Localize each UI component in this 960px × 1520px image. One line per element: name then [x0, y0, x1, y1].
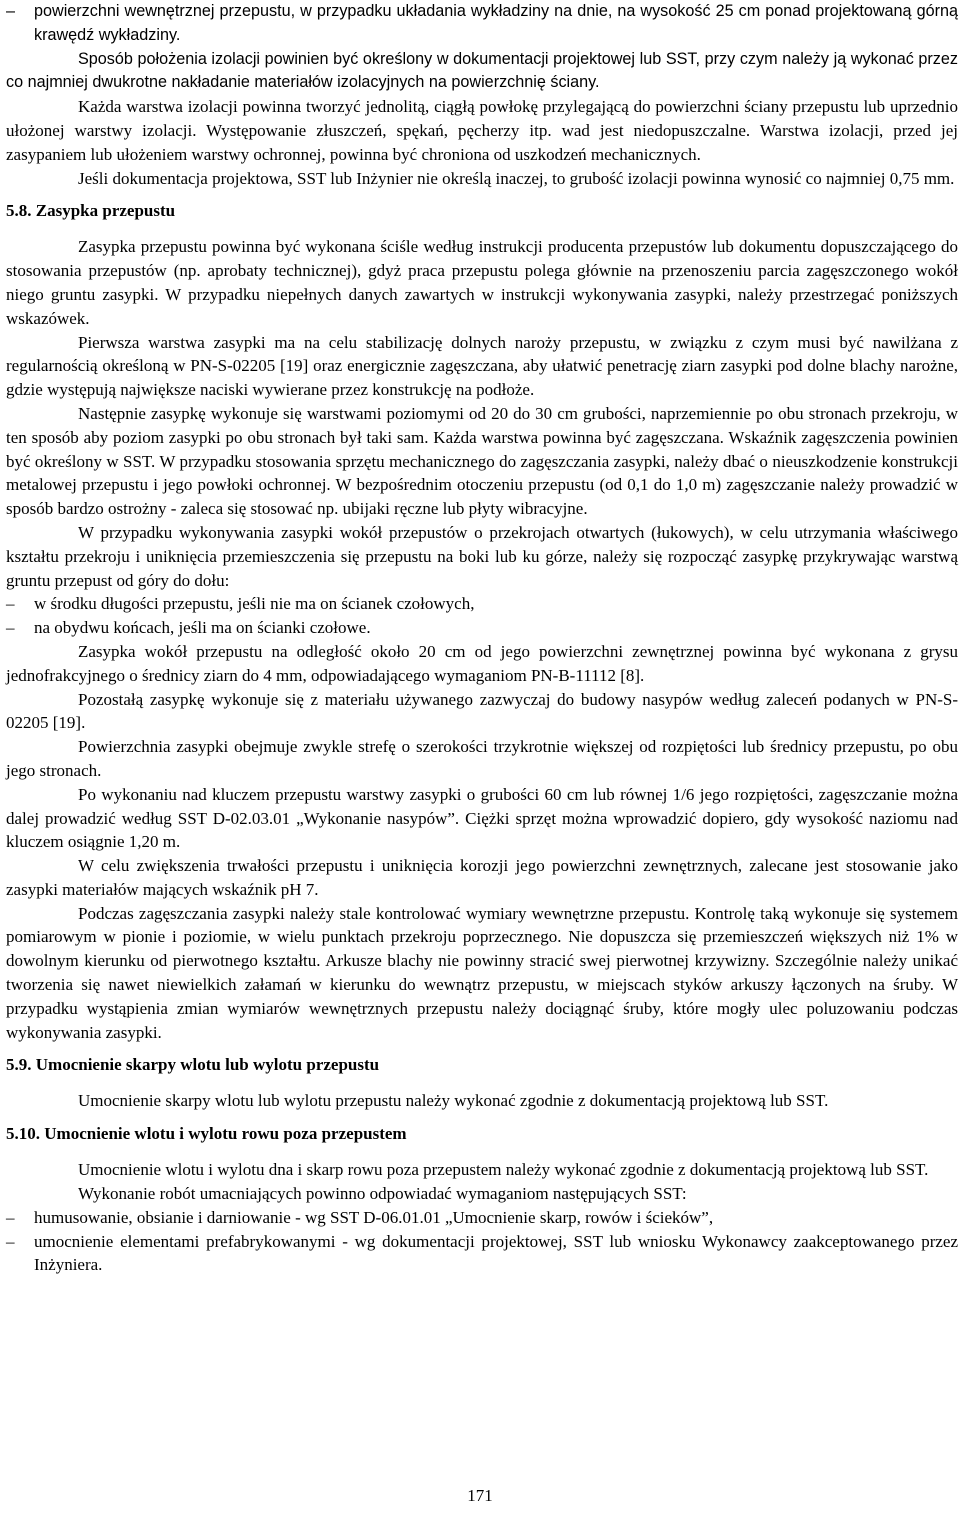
- dash-marker: –: [6, 618, 15, 638]
- paragraph-pierwsza: Pierwsza warstwa zasypki ma na celu stabilizację dolnych naroży przepustu, w związku z czym musi być nawilżana z regularnością określoną w PN-S-02205 [19] oraz energicznie zagęszczana, aby ułatwić penetrację ziarn zasypki pod dolne blachy narożne, gdzie występują największe naciski wywierane przez konstrukcję na podłoże.: [6, 332, 958, 400]
- paragraph-wykonanie: Wykonanie robót umacniających powinno odpowiadać wymaganiom następujących SST:: [78, 1184, 687, 1204]
- paragraph-podczas: Podczas zagęszczania zasypki należy stale kontrolować wymiary wewnętrzne przepustu. Kontrolę taką wykonuje się systemem pomiarowym w pionie i poziomie, w wielu punktach przekroju poprzecznego. Nie dopuszcza się przemieszczeń większych niż 1% w dowolnym kierunku od pierwotnego kształtu. Arkusze blachy nie powinny stracić swej pierwotnej krzywizny. Szczególnie należy unikać tworzenia się nawet niewielkich załamań w kierunku do wewnątrz przepustu, w miejscach styków arkuszy łączonych na śruby. W przypadku wystąpienia zmian wymiarów wewnętrznych przepustu należy dociągnąć śruby, które mogły ulec poluzowaniu podczas wykonywania zasypki.: [6, 903, 958, 1042]
- section-heading-5-10: 5.10. Umocnienie wlotu i wylotu rowu poza przepustem: [6, 1124, 407, 1144]
- paragraph-po-wykonaniu: Po wykonaniu nad kluczem przepustu warstwy zasypki o grubości 60 cm lub równej 1/6 jego rozpiętości, zagęszczanie można dalej prowadzić według SST D-02.03.01 „Wykonanie nasypów”. Ciężki sprzęt można wprowadzić dopiero, gdy wysokość naziomu nad kluczem osiągnie 1,20 m.: [6, 784, 958, 852]
- list-item-text: w środku długości przepustu, jeśli nie ma on ścianek czołowych,: [34, 594, 475, 614]
- dash-marker: –: [6, 1231, 15, 1251]
- dash-marker: –: [6, 2, 16, 20]
- paragraph-w-przypadku: W przypadku wykonywania zasypki wokół przepustów o przekrojach otwartych (łukowych), w celu utrzymania właściwego kształtu przekroju i uniknięcia przemieszczenia się przepustu na boki lub ku górze, należy się rozpocząć zasypkę przykrywając warstwą gruntu przepust od góry do dołu:: [6, 522, 958, 590]
- list-item: [6, 0, 958, 48]
- page-number: 171: [467, 1486, 493, 1505]
- paragraph-umocnienie-wlotu: Umocnienie wlotu i wylotu dna i skarp rowu poza przepustem należy wykonać zgodnie z dokumentacją projektową lub SST.: [78, 1160, 929, 1180]
- list-item-text: umocnienie elementami prefabrykowanymi - wg dokumentacji projektowej, SST lub wniosku Wykonawcy zaakceptowanego przez Inżyniera.: [34, 1231, 958, 1275]
- list-item-text: na obydwu końcach, jeśli ma on ścianki czołowe.: [34, 618, 371, 638]
- list-item: [6, 592, 958, 616]
- section-heading-5-9: 5.9. Umocnienie skarpy wlotu lub wylotu przepustu: [6, 1055, 380, 1075]
- paragraph-pozostala: Pozostałą zasypkę wykonuje się z materiału używanego zazwyczaj do budowy nasypów według zaleceń podanych w PN-S-02205 [19].: [6, 689, 958, 733]
- list-item-text: humusowanie, obsianie i darniowanie - wg SST D-06.01.01 „Umocnienie skarp, rowów i ścieków”,: [34, 1207, 714, 1227]
- paragraph-nastepnie: Następnie zasypkę wykonuje się warstwami poziomymi od 20 do 30 cm grubości, naprzemiennie po obu stronach przekroju, w ten sposób aby poziom zasypki po obu stronach był taki sam. Każda warstwa powinna być zagęszczana. Wskaźnik zagęszczenia powinien być określony w SST. W przypadku stosowania sprzętu mechanicznego do zagęszczania zasypki, należy dbać o nieuszkodzenie konstrukcji metalowej przepustu i jego powłoki ochronnej. W bezpośrednim otoczeniu przepustu (od 0,1 do 1,0 m) zagęszczanie należy prowadzić w sposób bardzo ostrożny - zaleca się stosować np. ubijaki ręczne lub płyty wibracyjne.: [6, 403, 958, 519]
- paragraph-sposob: Sposób położenia izolacji powinien być określony w dokumentacji projektowej lub SST, przy czym należy ją wykonać przez co najmniej dwukrotne nakładanie materiałów izolacyjnych na powierzchnię ściany.: [6, 49, 958, 92]
- dash-marker: –: [6, 594, 15, 614]
- section-heading-5-8: 5.8. Zasypka przepustu: [6, 201, 176, 221]
- paragraph-umocnienie-skarpy: Umocnienie skarpy wlotu lub wylotu przepustu należy wykonać zgodnie z dokumentacją projektową lub SST.: [78, 1091, 829, 1111]
- paragraph-w-celu: W celu zwiększenia trwałości przepustu i uniknięcia korozji jego powierzchni zewnętrznych, zalecane jest stosowanie jako zasypki materiałów mających wskaźnik pH 7.: [6, 856, 958, 899]
- list-item: [6, 1230, 958, 1278]
- paragraph-zasypka: Zasypka przepustu powinna być wykonana ściśle według instrukcji producenta przepustów lub dokumentu dopuszczającego do stosowania przepustów (np. aprobaty technicznej), gdyż praca przepustu polega głównie na przenoszeniu parcia zagęszczonego wokół niego gruntu zasypki. W przypadku niepełnych danych zawartych w instrukcji wykonywania zasypki, należy przestrzegać poniższych wskazówek.: [6, 237, 958, 328]
- list-item: [6, 1206, 958, 1230]
- list-item-text: powierzchni wewnętrznej przepustu, w przypadku układania wykładziny na dnie, na wysokość 25 cm ponad projektowaną górną krawędź wykładziny.: [34, 2, 958, 44]
- paragraph-kazda: Każda warstwa izolacji powinna tworzyć jednolitą, ciągłą powłokę przylegającą do powierzchni ściany przepustu lub uprzednio ułożonej warstwy izolacji. Występowanie złuszczeń, spękań, pęcherzy itp. wad jest niedopuszczalne. Warstwa izolacji, przed jej zasypaniem lub ułożeniem warstwy ochronnej, powinna być chroniona od uszkodzeń mechanicznych.: [6, 97, 958, 164]
- document-page: [6, 0, 958, 1277]
- dash-marker: –: [6, 1207, 15, 1227]
- list-item: [6, 616, 958, 640]
- paragraph-wokol: Zasypka wokół przepustu na odległość około 20 cm od jego powierzchni zewnętrznej powinna być wykonana z grysu jednofrakcyjnego o średnicy ziarn do 4 mm, odpowiadającego wymaganiom PN-B-11112 [8].: [6, 641, 958, 685]
- paragraph-jesli: Jeśli dokumentacja projektowa, SST lub Inżynier nie określą inaczej, to grubość izolacji powinna wynosić co najmniej 0,75 mm.: [78, 168, 955, 188]
- paragraph-powierzchnia: Powierzchnia zasypki obejmuje zwykle strefę o szerokości trzykrotnie większej od rozpiętości lub średnicy przepustu, po obu jego stronach.: [6, 737, 958, 780]
